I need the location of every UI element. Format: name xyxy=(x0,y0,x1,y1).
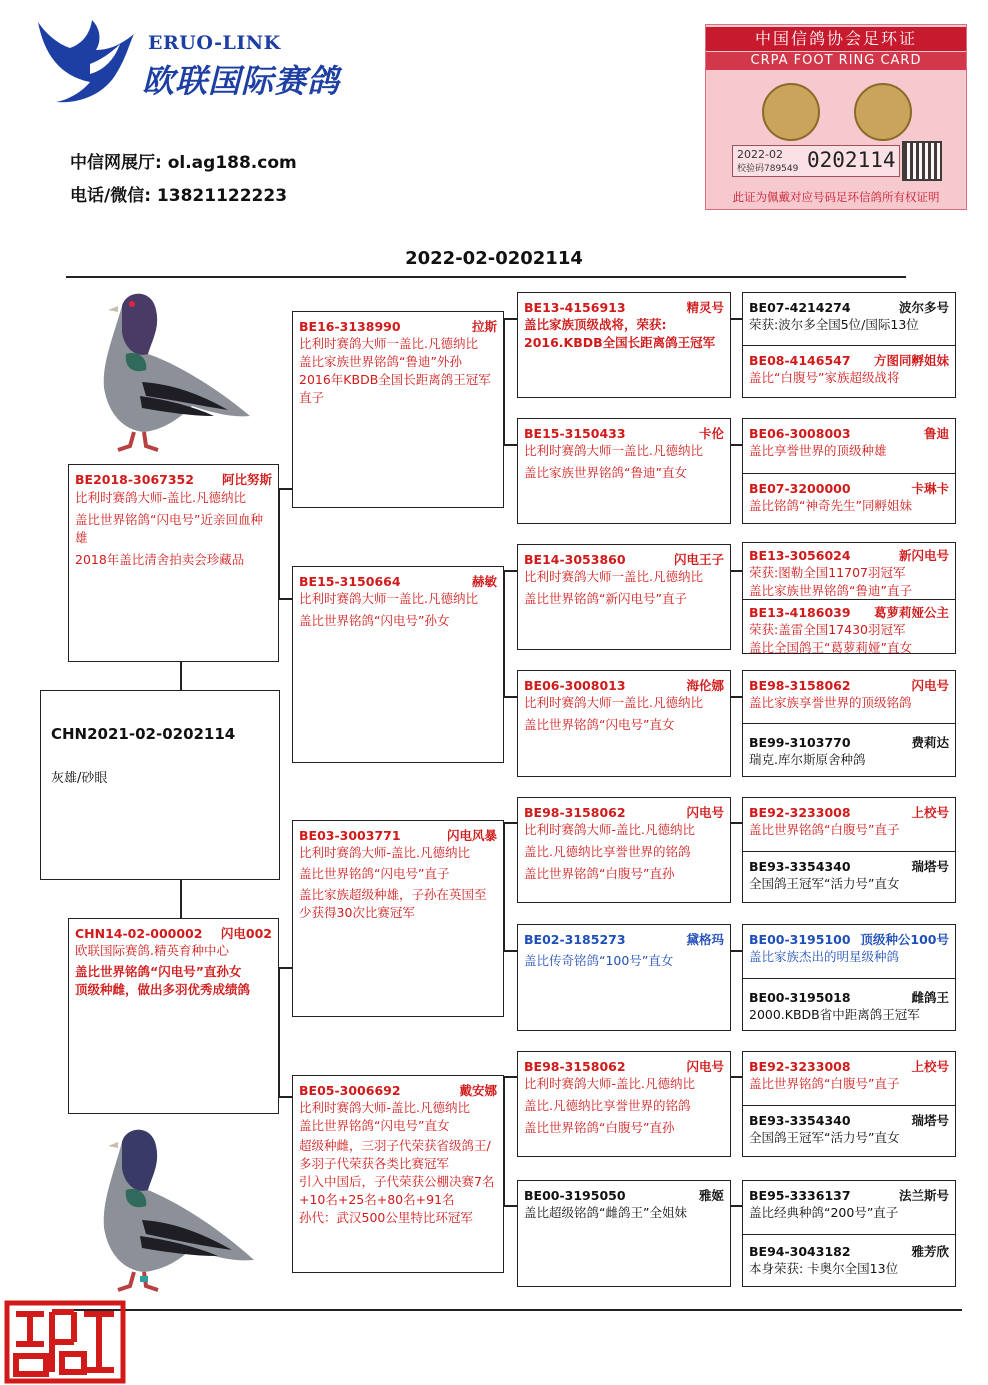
g4-line: 盖比家族杰出的明星级种鸽 xyxy=(749,949,900,964)
g3-name: 黛格玛 xyxy=(686,932,724,947)
g4-pair-card xyxy=(742,797,956,903)
ring-number-panel xyxy=(732,145,900,177)
connector xyxy=(503,444,517,446)
sd-ring: BE15-3150664 xyxy=(299,574,401,589)
g4-name: 费莉达 xyxy=(911,735,949,750)
connector xyxy=(278,488,292,490)
g4-pair-card xyxy=(742,542,956,654)
dd-ring: BE05-3006692 xyxy=(299,1083,401,1098)
connector xyxy=(503,570,517,572)
ds-ring: BE03-3003771 xyxy=(299,828,401,843)
g4-name: 法兰斯号 xyxy=(898,1188,949,1203)
g4-pair-card xyxy=(742,1051,956,1157)
ring-card xyxy=(705,24,967,210)
g4-line: 盖比经典种鸽“200号”直子 xyxy=(749,1205,899,1220)
g3-card xyxy=(517,1051,731,1157)
ring-card-title-en: CRPA FOOT RING CARD xyxy=(706,52,966,70)
g4-line: 盖比享誉世界的顶级种雄 xyxy=(749,443,887,458)
g4-ring: BE06-3008003 xyxy=(749,426,851,441)
connector xyxy=(730,318,742,320)
g4-ring: BE92-3233008 xyxy=(749,805,851,820)
g4-name: 雌鸽王 xyxy=(911,990,949,1005)
g4-name: 上校号 xyxy=(911,805,949,820)
g4-pair-card xyxy=(742,924,956,1031)
g4-name: 波尔多号 xyxy=(898,300,949,315)
ss-line: 盖比家族世界铭鸽“鲁迪”外孙 xyxy=(299,354,462,369)
dd-line: 引入中国后，子代荣获公棚决赛7名+10名+25名+80名+91名 xyxy=(299,1174,495,1207)
sire-dam-card xyxy=(292,566,504,763)
g3-card xyxy=(517,1180,731,1287)
ring-prefix: 2022-02 xyxy=(737,148,783,161)
g3-name: 精灵号 xyxy=(686,300,724,315)
g4-ring: BE93-3354340 xyxy=(749,1113,851,1128)
ss-name: 拉斯 xyxy=(471,319,497,334)
g3-line: 盖比世界铭鸽“白腹号”直孙 xyxy=(524,1120,675,1135)
dam-dam-card xyxy=(292,1075,504,1273)
g4-name: 顶级种公100号 xyxy=(860,932,949,947)
g4-ring: BE13-4186039 xyxy=(749,605,851,620)
g4-line: 盖比世界铭鸽“白腹号”直子 xyxy=(749,822,900,837)
connector xyxy=(278,967,292,969)
sire-line: 比利时赛鸽大师-盖比.凡德纳比 xyxy=(75,490,246,505)
dam-name: 闪电002 xyxy=(220,926,272,941)
g3-ring: BE98-3158062 xyxy=(524,1059,626,1074)
g3-ring: BE06-3008013 xyxy=(524,678,626,693)
g3-line: 比利时赛鸽大师一盖比.凡德纳比 xyxy=(524,569,703,584)
subject-card xyxy=(40,690,280,880)
g3-name: 闪电号 xyxy=(686,805,724,820)
g4-ring: BE07-4214274 xyxy=(749,300,851,315)
brand-logo xyxy=(30,14,410,104)
connector xyxy=(503,1076,517,1078)
pigeon-image-top xyxy=(82,284,268,460)
g3-card xyxy=(517,670,731,777)
connector xyxy=(503,950,517,952)
dam-ring: CHN14-02-000002 xyxy=(75,926,203,941)
g4-pair-card xyxy=(742,292,956,398)
g4-name: 鲁迪 xyxy=(923,426,949,441)
connector xyxy=(730,1076,742,1078)
connector xyxy=(730,696,742,698)
g4-line: 荣获:盖雷全国17430羽冠军 xyxy=(749,622,906,637)
connector xyxy=(730,950,742,952)
g4-ring: BE92-3233008 xyxy=(749,1059,851,1074)
subject-ring: CHN2021-02-0202114 xyxy=(51,725,236,743)
g3-line: 盖比传奇铭鸽“100号”直女 xyxy=(524,953,674,968)
g4-pair-card xyxy=(742,1180,956,1287)
sd-line: 比利时赛鸽大师一盖比.凡德纳比 xyxy=(299,591,478,606)
ring-card-title-cn: 中国信鸽协会足环证 xyxy=(706,27,966,51)
dd-line: 盖比世界铭鸽“闪电号”直女 xyxy=(299,1118,450,1133)
g4-name: 瑞塔号 xyxy=(911,1113,949,1128)
g4-line: 盖比家族享誉世界的顶级铭鸽 xyxy=(749,695,912,710)
ds-line: 盖比世界铭鸽“闪电号”直子 xyxy=(299,866,450,881)
dam-card xyxy=(68,918,279,1114)
g4-pair-card xyxy=(742,670,956,777)
subject-desc: 灰雄/砂眼 xyxy=(51,771,108,786)
g4-line: 瑞克.库尔斯原舍种鸽 xyxy=(749,752,866,767)
contact-web: 中信网展厅: ol.ag188.com xyxy=(70,153,297,173)
page-title: 2022-02-0202114 xyxy=(405,248,583,269)
g3-line: 比利时赛鸽大师一盖比.凡德纳比 xyxy=(524,443,703,458)
g4-name: 瑞塔号 xyxy=(911,859,949,874)
sire-line: 盖比世界铭鸽“闪电号”近亲回血种雄 xyxy=(75,512,263,545)
sire-name: 阿比努斯 xyxy=(221,472,272,487)
dove-logo-icon xyxy=(30,14,140,104)
sire-ring: BE2018-3067352 xyxy=(75,472,194,487)
sire-card xyxy=(68,464,279,662)
g3-card xyxy=(517,544,731,650)
g4-line: 本身荣获: 卡奥尔全国13位 xyxy=(749,1261,899,1276)
ss-line: 2016年KBDB全国长距离鸽王冠军直子 xyxy=(299,372,491,405)
g4-line: 全国鸽王冠军“活力号”直女 xyxy=(749,876,900,891)
g3-line: 比利时赛鸽大师-盖比.凡德纳比 xyxy=(524,822,695,837)
g3-card xyxy=(517,418,731,524)
g3-ring: BE02-3185273 xyxy=(524,932,626,947)
g3-line: 盖比.凡德纳比享誉世界的铭鸽 xyxy=(524,844,691,859)
ss-line: 比利时赛鸽大师一盖比.凡德纳比 xyxy=(299,336,478,351)
g3-name: 海伦娜 xyxy=(686,678,724,693)
g4-line: 荣获:图勒全国11707羽冠军 xyxy=(749,565,906,580)
sd-name: 赫敏 xyxy=(471,574,497,589)
dd-line: 超级种雌，三羽子代荣获省级鸽王/多羽子代荣获各类比赛冠军 xyxy=(299,1138,491,1171)
g4-ring: BE98-3158062 xyxy=(749,678,851,693)
g3-line: 盖比家族世界铭鸽“鲁迪”直女 xyxy=(524,465,687,480)
dd-line: 比利时赛鸽大师-盖比.凡德纳比 xyxy=(299,1100,470,1115)
g4-name: 雅芳欣 xyxy=(911,1244,949,1259)
dd-name: 戴安娜 xyxy=(459,1083,497,1098)
g4-ring: BE07-3200000 xyxy=(749,481,851,496)
g4-ring: BE94-3043182 xyxy=(749,1244,851,1259)
g4-ring: BE00-3195018 xyxy=(749,990,851,1005)
g4-line: 盖比全国鸽王“葛萝莉娅”直女 xyxy=(749,640,912,655)
g4-pair-card xyxy=(742,418,956,524)
connector xyxy=(503,696,517,698)
pigeon-image-bottom xyxy=(82,1120,268,1300)
g3-line: 盖比世界铭鸽“新闪电号”直子 xyxy=(524,591,687,606)
sd-line: 盖比世界铭鸽“闪电号”孙女 xyxy=(299,613,450,628)
dd-line: 孙代：武汉500公里特比环冠军 xyxy=(299,1210,473,1225)
connector xyxy=(180,879,182,919)
g3-line: 盖比世界铭鸽“白腹号”直孙 xyxy=(524,866,675,881)
g3-card xyxy=(517,924,731,1031)
connector xyxy=(180,661,182,691)
connector xyxy=(503,822,517,824)
ds-name: 闪电风暴 xyxy=(446,828,497,843)
connector xyxy=(503,318,517,320)
g3-card xyxy=(517,292,731,398)
sire-sire-card xyxy=(292,311,504,508)
g4-line: 盖比家族世界铭鸽“鲁迪”直子 xyxy=(749,583,912,598)
dam-line: 欧联国际赛鸽.精英育种中心 xyxy=(75,943,229,958)
g3-line: 盖比世界铭鸽“闪电号”直女 xyxy=(524,717,675,732)
g3-ring: BE15-3150433 xyxy=(524,426,626,441)
qr-code-icon xyxy=(904,143,940,179)
g4-name: 闪电号 xyxy=(911,678,949,693)
g4-name: 卡琳卡 xyxy=(911,481,949,496)
title-divider xyxy=(66,276,906,278)
g3-line: 盖比超级铭鸽“雌鸽王”全姐妹 xyxy=(524,1205,687,1220)
g4-ring: BE99-3103770 xyxy=(749,735,851,750)
red-seal-stamp xyxy=(4,1300,126,1384)
connector xyxy=(503,1205,517,1207)
brand-en: ERUO-LINK xyxy=(148,32,281,54)
dam-line: 盖比世界铭鸽“闪电号”直孙女 xyxy=(75,964,242,979)
ring-check-code: 校验码789549 xyxy=(737,164,799,174)
g3-line: 盖比.凡德纳比享誉世界的铭鸽 xyxy=(524,1098,691,1113)
bottom-divider xyxy=(66,1309,962,1311)
g3-line: 盖比家族顶级战将，荣获: xyxy=(524,317,667,332)
g3-line: 2016.KBDB全国长距离鸽王冠军 xyxy=(524,335,716,350)
g4-line: 荣获:波尔多全国5位/国际13位 xyxy=(749,317,919,332)
g3-ring: BE13-4156913 xyxy=(524,300,626,315)
g3-ring: BE98-3158062 xyxy=(524,805,626,820)
g4-line: 盖比“白腹号”家族超级战将 xyxy=(749,370,900,385)
crpa-seal-left-icon xyxy=(762,83,820,141)
g3-line: 比利时赛鸽大师一盖比.凡德纳比 xyxy=(524,695,703,710)
g4-name: 新闪电号 xyxy=(898,548,949,563)
g4-name: 葛萝莉娅公主 xyxy=(873,605,949,620)
brand-cn: 欧联国际赛鸽 xyxy=(142,62,341,100)
g3-ring: BE14-3053860 xyxy=(524,552,626,567)
dam-sire-card xyxy=(292,820,504,1017)
ds-line: 比利时赛鸽大师-盖比.凡德纳比 xyxy=(299,845,470,860)
g4-line: 盖比世界铭鸽“白腹号”直子 xyxy=(749,1076,900,1091)
g3-line: 比利时赛鸽大师-盖比.凡德纳比 xyxy=(524,1076,695,1091)
contact-phone: 电话/微信: 13821122223 xyxy=(70,186,288,206)
connector xyxy=(278,1096,292,1098)
g4-name: 上校号 xyxy=(911,1059,949,1074)
connector xyxy=(730,822,742,824)
connector xyxy=(730,570,742,572)
g4-ring: BE93-3354340 xyxy=(749,859,851,874)
ss-ring: BE16-3138990 xyxy=(299,319,401,334)
g4-ring: BE13-3056024 xyxy=(749,548,851,563)
g3-name: 闪电王子 xyxy=(673,552,724,567)
g3-name: 卡伦 xyxy=(698,426,724,441)
g3-name: 闪电号 xyxy=(686,1059,724,1074)
connector xyxy=(278,598,292,600)
g4-name: 方图同孵姐妹 xyxy=(873,353,949,368)
crpa-seal-right-icon xyxy=(854,83,912,141)
ring-card-footer: 此证为佩戴对应号码足环信鸽所有权证明 xyxy=(732,190,940,204)
g4-line: 2000.KBDB省中距离鸽王冠军 xyxy=(749,1007,920,1022)
sire-line: 2018年盖比清舍拍卖会珍藏品 xyxy=(75,552,245,567)
connector xyxy=(730,1205,742,1207)
g4-line: 全国鸽王冠军“活力号”直女 xyxy=(749,1130,900,1145)
g3-name: 雅姬 xyxy=(698,1188,724,1203)
g4-line: 盖比铭鸽“神奇先生”同孵姐妹 xyxy=(749,498,912,513)
g4-ring: BE95-3336137 xyxy=(749,1188,851,1203)
g3-ring: BE00-3195050 xyxy=(524,1188,626,1203)
connector xyxy=(730,444,742,446)
g4-ring: BE00-3195100 xyxy=(749,932,851,947)
g3-card xyxy=(517,797,731,903)
ring-number: 0202114 xyxy=(807,148,896,172)
dam-line: 顶级种雌，做出多羽优秀成绩鸽 xyxy=(75,982,251,997)
g4-ring: BE08-4146547 xyxy=(749,353,851,368)
ds-line: 盖比家族超级种雄，子孙在英国至少获得30次比赛冠军 xyxy=(299,887,487,920)
